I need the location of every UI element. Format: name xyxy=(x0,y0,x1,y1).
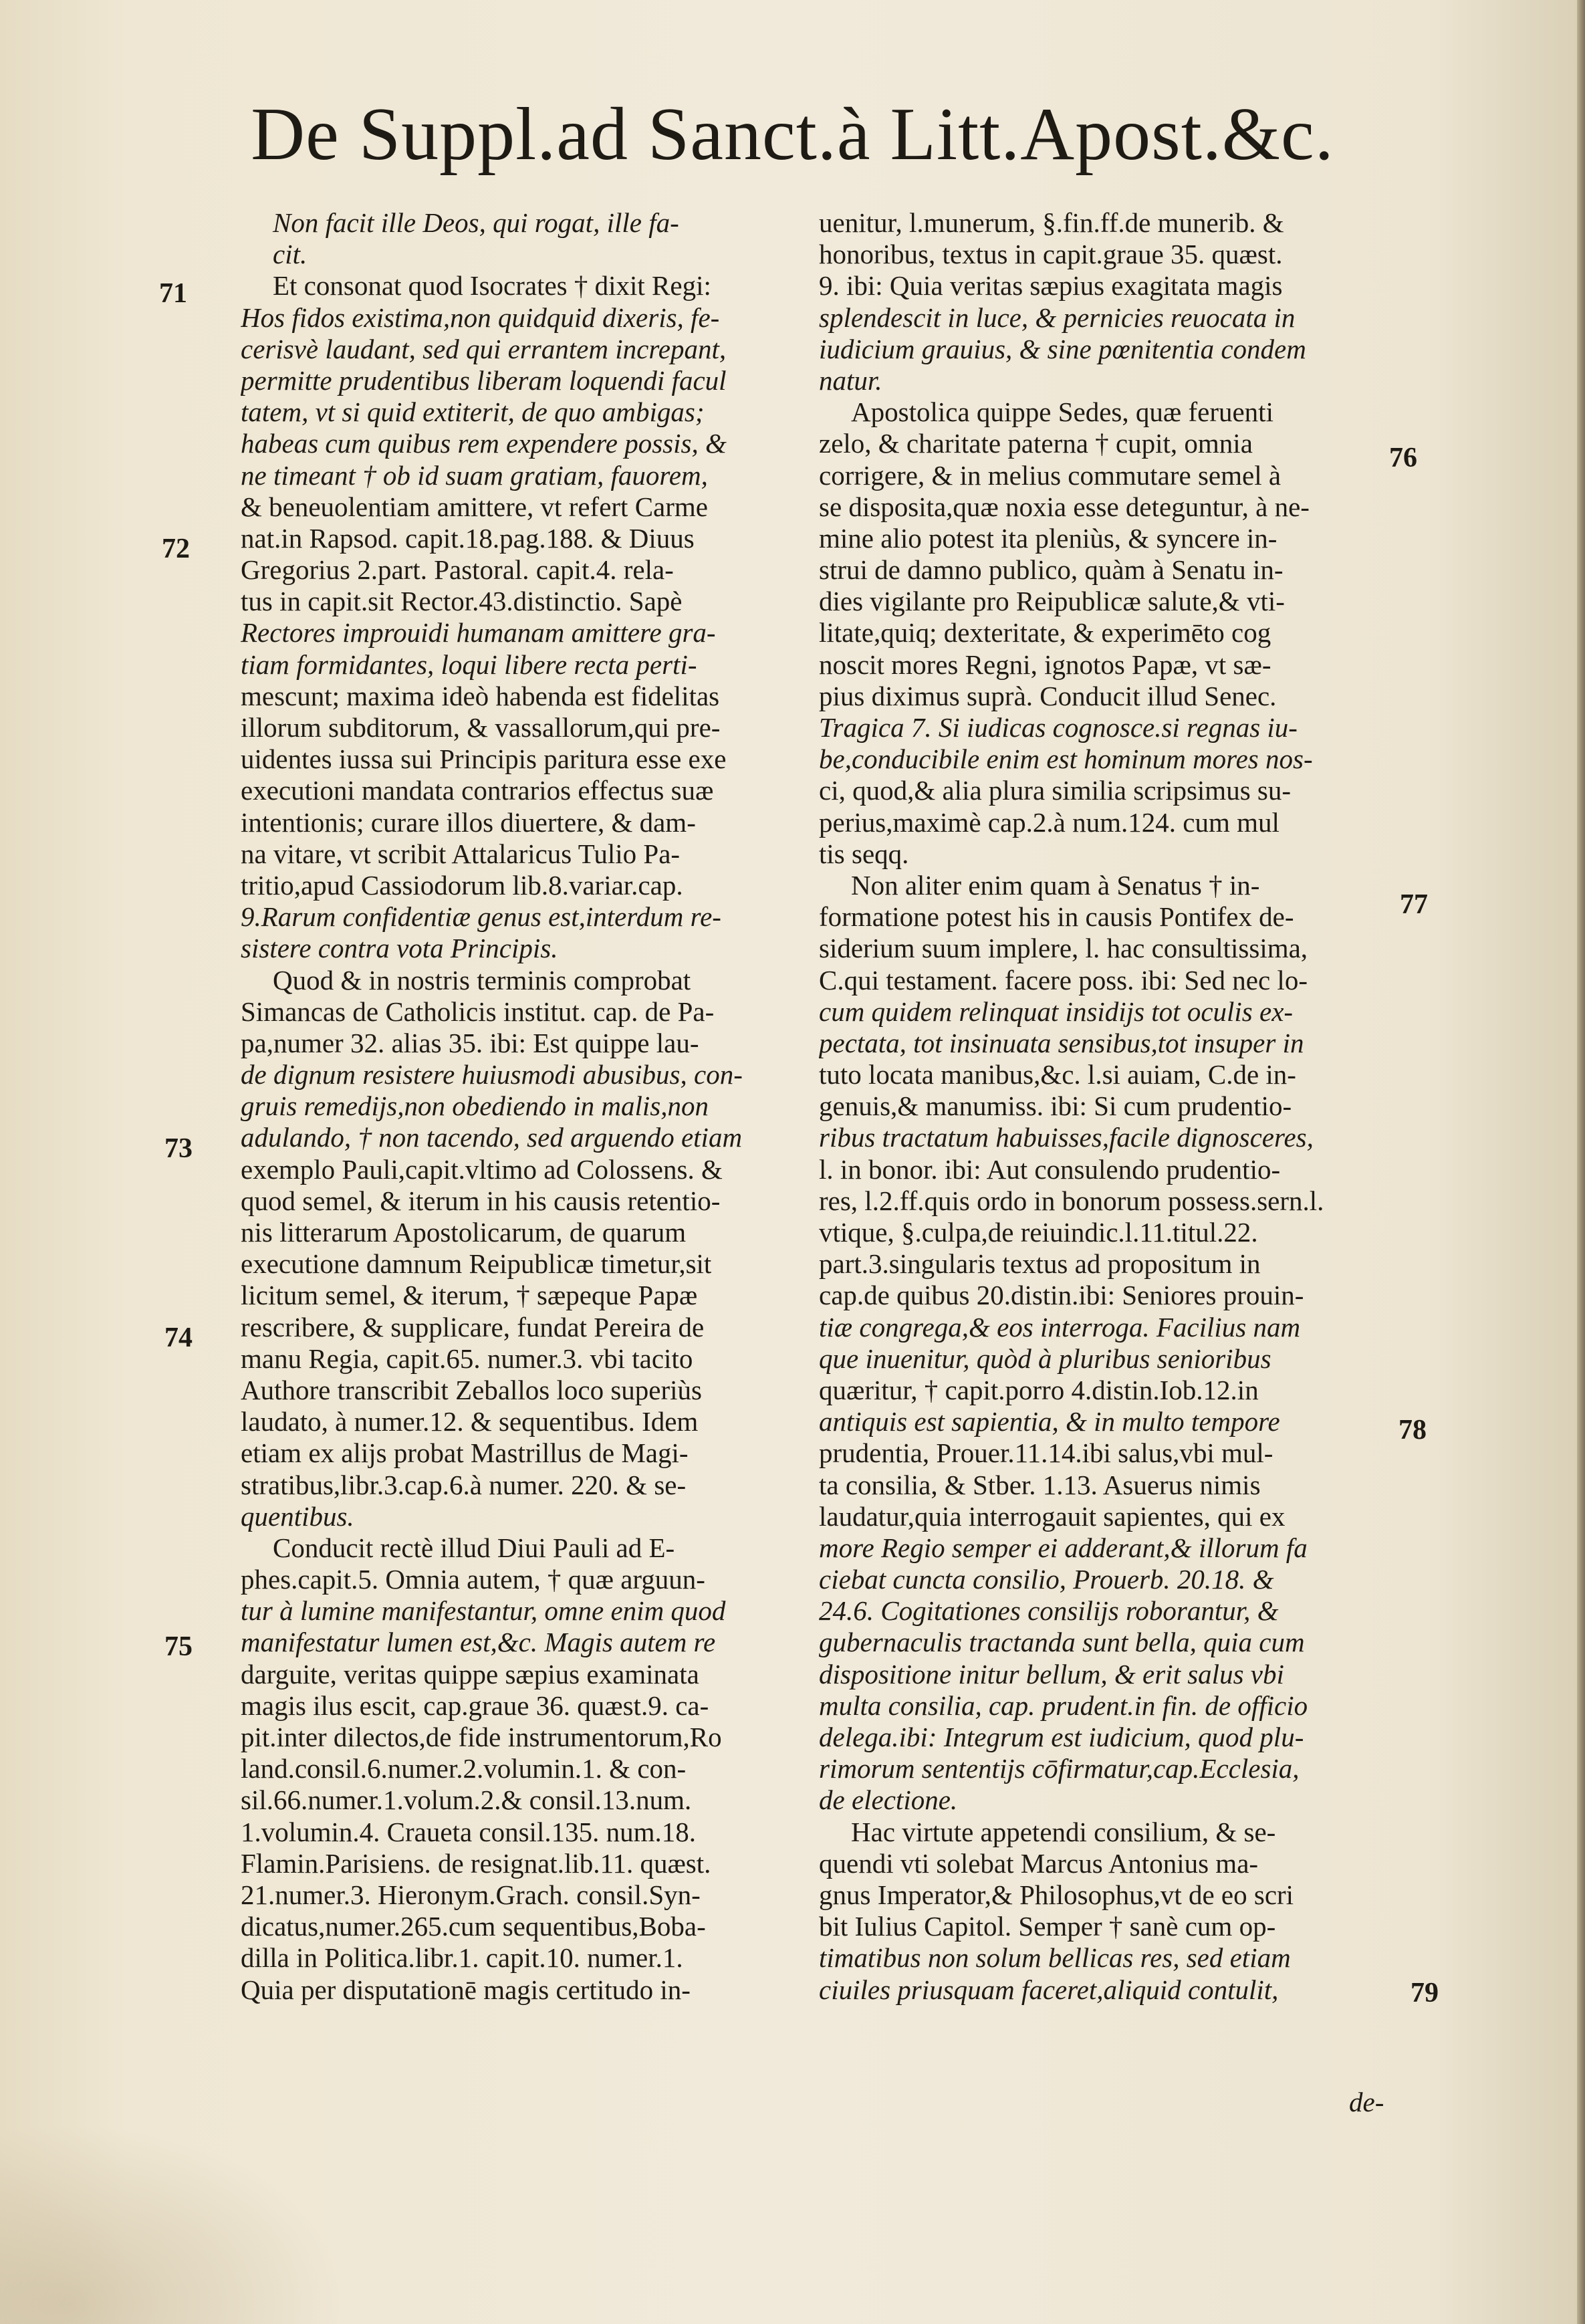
text-line: formatione potest his in causis Pontifex de- xyxy=(819,901,1294,933)
text-line: mine alio potest ita pleniùs, & syncere in- xyxy=(819,522,1277,554)
margin-number-71: 71 xyxy=(159,278,187,309)
text-line: part.3.singularis textus ad propositum in xyxy=(819,1248,1261,1280)
margin-number-72: 72 xyxy=(162,534,190,564)
text-line: tus in capit.sit Rector.43.distinctio. Sapè xyxy=(241,586,683,617)
margin-number-76: 76 xyxy=(1389,443,1417,473)
margin-number-77: 77 xyxy=(1400,889,1428,920)
text-line: nat.in Rapsod. capit.18.pag.188. & Diuus xyxy=(241,522,695,554)
text-line: vtique, §.culpa,de reiuindic.l.11.titul.22. xyxy=(819,1217,1258,1248)
text-line: siderium suum implere, l. hac consultissima, xyxy=(819,933,1308,964)
text-line: Tragica 7. Si iudicas cognosce.si regnas iu- xyxy=(819,712,1298,743)
text-line: antiquis est sapientia, & in multo tempore xyxy=(819,1406,1280,1437)
margin-number-79: 79 xyxy=(1411,1978,1439,2008)
text-line: ribus tractatum habuisses,facile dignosceres, xyxy=(819,1122,1314,1153)
text-line: dies vigilante pro Reipublicæ salute,& vti- xyxy=(819,586,1285,617)
text-line: uenitur, l.munerum, §.fin.ff.de munerib. & xyxy=(819,207,1284,238)
text-line: dispositione initur bellum, & erit salus vbi xyxy=(819,1658,1284,1690)
text-line: 9.Rarum confidentiæ genus est,interdum re- xyxy=(241,901,721,933)
text-line: Conducit rectè illud Diui Pauli ad E- xyxy=(273,1532,675,1563)
text-line: gnus Imperator,& Philosophus,vt de eo scri xyxy=(819,1879,1294,1910)
text-line: Et consonat quod Isocrates † dixit Regi: xyxy=(273,270,711,302)
text-line: adulando, † non tacendo, sed arguendo etiam xyxy=(241,1122,743,1153)
text-line: & beneuolentiam amittere, vt refert Carme xyxy=(241,491,708,522)
text-line: cum quidem relinquat insidijs tot oculis ex- xyxy=(819,996,1294,1027)
text-line: Gregorius 2.part. Pastoral. capit.4. rela- xyxy=(241,554,674,586)
text-line: be,conducibile enim est hominum mores nos- xyxy=(819,743,1313,775)
margin-number-75: 75 xyxy=(164,1631,193,1662)
text-line: tatem, vt si quid extiterit, de quo ambigas; xyxy=(241,396,705,428)
text-line: cerisvè laudant, sed qui errantem increpant, xyxy=(241,333,727,364)
right-column xyxy=(819,207,1400,2006)
margin-number-73: 73 xyxy=(164,1133,193,1164)
text-line: 24.6. Cogitationes consilijs roborantur, & xyxy=(819,1595,1279,1627)
text-line: res, l.2.ff.quis ordo in bonorum possess.sern.l. xyxy=(819,1185,1324,1216)
text-line: genuis,& manumiss. ibi: Si cum prudentio- xyxy=(819,1090,1292,1122)
text-line: honoribus, textus in capit.graue 35. quæst. xyxy=(819,239,1283,270)
text-line: tritio,apud Cassiodorum lib.8.variar.cap. xyxy=(241,869,683,901)
page-edge-shadow xyxy=(1577,0,1585,2324)
text-line: manifestatur lumen est,&c. Magis autem re xyxy=(241,1627,716,1658)
text-line: exemplo Pauli,capit.vltimo ad Colossens. & xyxy=(241,1153,723,1185)
text-line: tur à lumine manifestantur, omne enim quod xyxy=(241,1595,726,1627)
text-line: tuto locata manibus,&c. l.si auiam, C.de in- xyxy=(819,1059,1296,1090)
text-line: pit.inter dilectos,de fide instrumentorum,Ro xyxy=(241,1722,722,1752)
text-line: ciebat cuncta consilio, Prouerb. 20.18. & xyxy=(819,1564,1274,1595)
text-line: etiam ex alijs probat Mastrillus de Magi- xyxy=(241,1437,689,1469)
text-line: ciuiles priusquam faceret,aliquid contulit, xyxy=(819,1974,1279,2005)
text-line: pa,numer 32. alias 35. ibi: Est quippe lau- xyxy=(241,1027,699,1058)
text-line: stratibus,libr.3.cap.6.à numer. 220. & se- xyxy=(241,1469,687,1500)
text-line: Hos fidos existima,non quidquid dixeris, fe- xyxy=(241,302,720,333)
text-line: tiæ congrega,& eos interroga. Facilius nam xyxy=(819,1311,1301,1343)
margin-number-78: 78 xyxy=(1398,1415,1427,1445)
text-line: zelo, & charitate paterna † cupit, omnia xyxy=(819,428,1253,459)
page-stain xyxy=(0,2123,348,2324)
text-line: 21.numer.3. Hieronym.Grach. consil.Syn- xyxy=(241,1879,701,1910)
text-line: rescribere, & supplicare, fundat Pereira de xyxy=(241,1311,705,1343)
text-line: permitte prudentibus liberam loquendi facul xyxy=(241,364,727,396)
text-line: rimorum sententijs cōfirmatur,cap.Ecclesia, xyxy=(819,1753,1300,1784)
text-line: more Regio semper ei adderant,& illorum fa xyxy=(819,1532,1308,1563)
text-line: sistere contra vota Principis. xyxy=(241,933,558,964)
left-column xyxy=(241,207,836,2006)
text-line: Non aliter enim quam à Senatus † in- xyxy=(851,869,1260,901)
text-line: executione damnum Reipublicæ timetur,sit xyxy=(241,1248,712,1280)
text-line: darguite, veritas quippe sæpius examinata xyxy=(241,1658,699,1690)
text-line: noscit mores Regni, ignotos Papæ, vt sæ- xyxy=(819,649,1271,680)
text-line: litate,quiq; dexteritate, & experimēto cog xyxy=(819,617,1271,649)
text-line: habeas cum quibus rem expendere possis, & xyxy=(241,428,727,459)
text-line: corrigere, & in melius commutare semel à xyxy=(819,459,1282,491)
text-line: Flamin.Parisiens. de resignat.lib.11. quæst. xyxy=(241,1847,711,1879)
running-header: De Suppl.ad Sanct.à Litt.Apost.&c. xyxy=(251,93,1334,176)
text-line: executioni mandata contrarios effectus suæ xyxy=(241,775,714,806)
text-line: Simancas de Catholicis institut. cap. de Pa- xyxy=(241,996,715,1027)
text-line: quendi vti solebat Marcus Antonius ma- xyxy=(819,1847,1259,1879)
text-line: de electione. xyxy=(819,1784,958,1816)
text-line: iudicium grauius, & sine pœnitentia condem xyxy=(819,333,1306,364)
text-line: tis seqq. xyxy=(819,838,909,869)
text-line: tiam formidantes, loqui libere recta perti- xyxy=(241,649,697,680)
text-line: Authore transcribit Zeballos loco superiùs xyxy=(241,1374,702,1405)
text-line: Hac virtute appetendi consilium, & se- xyxy=(851,1816,1276,1847)
text-line: de dignum resistere huiusmodi abusibus, con- xyxy=(241,1059,743,1090)
text-line: se disposita,quæ noxia esse deteguntur, à ne- xyxy=(819,491,1310,522)
text-line: magis ilus escit, cap.graue 36. quæst.9. ca- xyxy=(241,1690,709,1721)
text-line: illorum subditorum, & vassallorum,qui pre- xyxy=(241,712,721,743)
text-line: pectata, tot insinuata sensibus,tot insuper in xyxy=(819,1027,1304,1058)
text-line: quæritur, † capit.porro 4.distin.Iob.12.in xyxy=(819,1374,1259,1405)
text-line: strui de damno publico, quàm à Senatu in- xyxy=(819,554,1284,586)
text-line: intentionis; curare illos diuertere, & dam- xyxy=(241,806,696,838)
text-line: 9. ibi: Quia veritas sæpius exagitata magis xyxy=(819,270,1283,302)
text-line: gubernaculis tractanda sunt bella, quia cum xyxy=(819,1627,1305,1658)
text-line: delega.ibi: Integrum est iudicium, quod plu- xyxy=(819,1722,1304,1752)
margin-number-74: 74 xyxy=(164,1322,193,1353)
text-line: perius,maximè cap.2.à num.124. cum mul xyxy=(819,806,1279,838)
text-line: splendescit in luce, & pernicies reuocata in xyxy=(819,302,1296,333)
text-line: dilla in Politica.libr.1. capit.10. numer.1. xyxy=(241,1942,683,1974)
text-line: pius diximus suprà. Conducit illud Senec. xyxy=(819,680,1277,711)
catchword: de- xyxy=(1349,2087,1384,2117)
text-line: laudato, à numer.12. & sequentibus. Idem xyxy=(241,1406,699,1437)
text-line: quentibus. xyxy=(241,1500,354,1532)
text-line: Quia per disputationē magis certitudo in- xyxy=(241,1974,691,2005)
text-line: l. in bonor. ibi: Aut consulendo prudentio- xyxy=(819,1153,1281,1185)
text-line: 1.volumin.4. Craueta consil.135. num.18. xyxy=(241,1816,696,1847)
text-line: dicatus,numer.265.cum sequentibus,Boba- xyxy=(241,1911,706,1942)
text-line: laudatur,quia interrogauit sapientes, qui ex xyxy=(819,1500,1286,1532)
text-line: phes.capit.5. Omnia autem, † quæ arguun- xyxy=(241,1564,705,1595)
text-line: bit Iulius Capitol. Semper † sanè cum op- xyxy=(819,1911,1276,1942)
text-line: licitum semel, & iterum, † sæpeque Papæ xyxy=(241,1280,698,1311)
text-line: quod semel, & iterum in his causis retentio- xyxy=(241,1185,721,1216)
text-line: prudentia, Prouer.11.14.ibi salus,vbi mul- xyxy=(819,1437,1273,1469)
text-line: Apostolica quippe Sedes, quæ feruenti xyxy=(851,396,1273,428)
text-line: C.qui testament. facere poss. ibi: Sed nec lo- xyxy=(819,964,1308,996)
text-line: mescunt; maxima ideò habenda est fidelitas xyxy=(241,680,720,711)
text-line: ta consilia, & Stber. 1.13. Asuerus nimis xyxy=(819,1469,1261,1500)
text-line: que inuenitur, quòd à pluribus senioribus xyxy=(819,1343,1271,1374)
text-line: multa consilia, cap. prudent.in fin. de officio xyxy=(819,1690,1308,1721)
text-line: cap.de quibus 20.distin.ibi: Seniores prouin- xyxy=(819,1280,1304,1311)
text-line: sil.66.numer.1.volum.2.& consil.13.num. xyxy=(241,1784,692,1816)
text-line: timatibus non solum bellicas res, sed etiam xyxy=(819,1942,1291,1974)
text-line: natur. xyxy=(819,364,882,396)
text-line: Quod & in nostris terminis comprobat xyxy=(273,964,691,996)
text-line: na vitare, vt scribit Attalaricus Tulio Pa- xyxy=(241,838,681,869)
text-line: uidentes iussa sui Principis paritura esse exe xyxy=(241,743,727,775)
text-line: Non facit ille Deos, qui rogat, ille fa- xyxy=(273,207,679,238)
text-line: ci, quod,& alia plura similia scripsimus su- xyxy=(819,775,1292,806)
text-line: land.consil.6.numer.2.volumin.1. & con- xyxy=(241,1753,687,1784)
text-line: cit. xyxy=(273,239,308,270)
text-line: nis litterarum Apostolicarum, de quarum xyxy=(241,1217,687,1248)
text-line: manu Regia, capit.65. numer.3. vbi tacito xyxy=(241,1343,693,1374)
text-line: gruis remedijs,non obediendo in malis,non xyxy=(241,1090,709,1122)
text-line: Rectores improuidi humanam amittere gra- xyxy=(241,617,716,649)
text-line: ne timeant † ob id suam gratiam, fauorem, xyxy=(241,459,708,491)
